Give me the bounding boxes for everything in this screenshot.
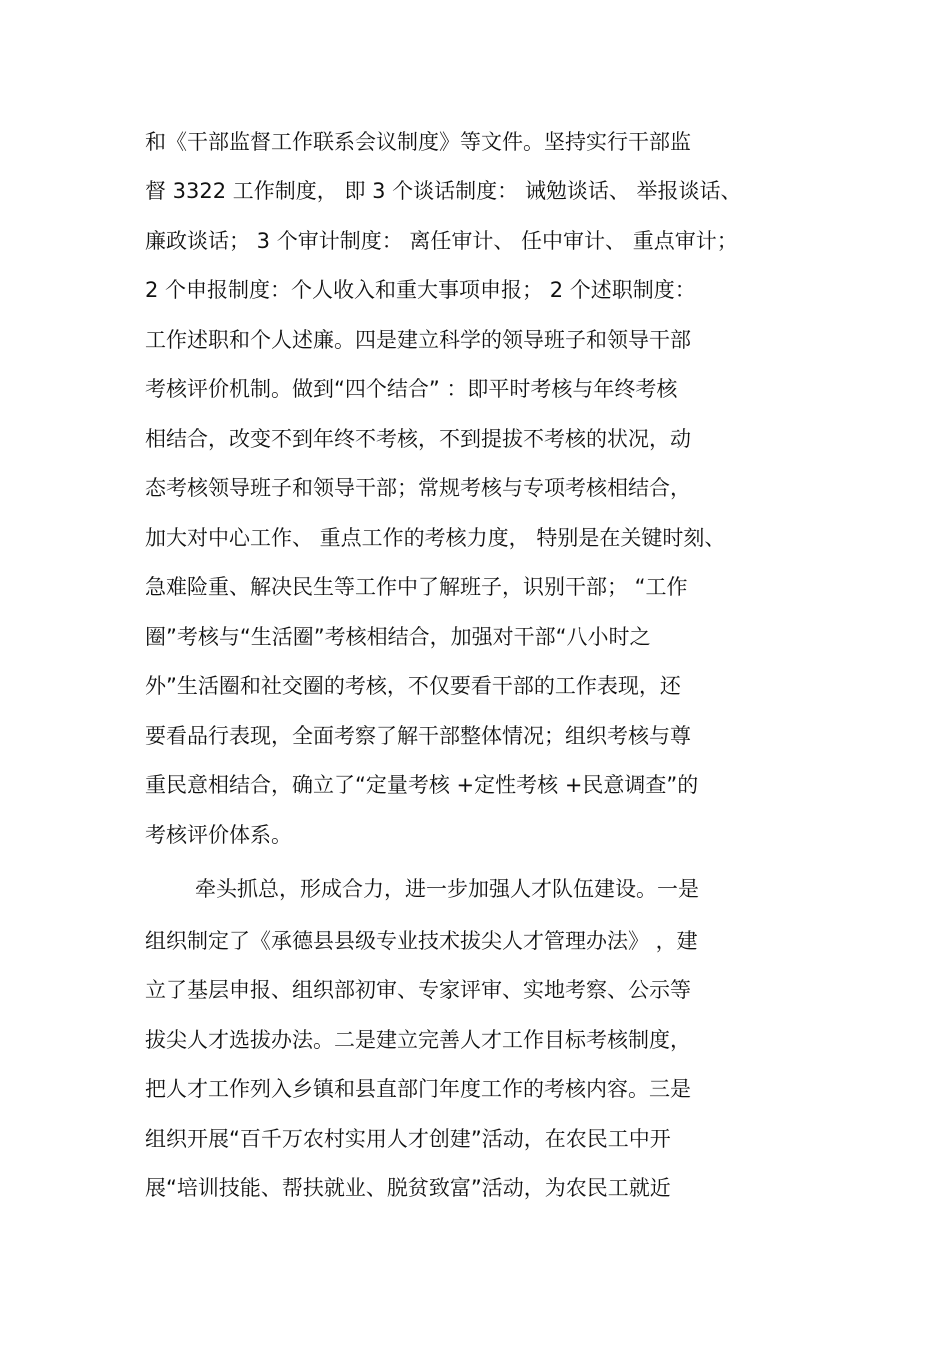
text-line: 拔尖人才选拔办法。二是建立完善人才工作目标考核制度，: [145, 1028, 691, 1052]
text-line: 工作述职和个人述廉。四是建立科学的领导班子和领导干部: [145, 328, 691, 352]
text-line: 考核评价体系。: [145, 823, 292, 847]
text-line: 立了基层申报、组织部初审、专家评审、实地考察、公示等: [145, 978, 691, 1002]
text-line: 重民意相结合，确立了“定量考核 +定性考核 +民意调查”的: [145, 773, 699, 797]
text-line: 要看品行表现，全面考察了解干部整体情况；组织考核与尊: [145, 724, 691, 748]
text-line: 加大对中心工作、 重点工作的考核力度， 特别是在关键时刻、: [145, 526, 726, 550]
text-line: 督 3322 工作制度， 即 3 个谈话制度： 诫勉谈话、 举报谈话、: [145, 179, 742, 203]
text-line: 圈”考核与“生活圈”考核相结合，加强对干部“八小时之: [145, 625, 651, 649]
text-line: 急难险重、解决民生等工作中了解班子，识别干部； “工作: [145, 575, 688, 599]
text-line: 相结合，改变不到年终不考核，不到提拔不考核的状况，动: [145, 427, 691, 451]
text-line: 外”生活圈和社交圈的考核，不仅要看干部的工作表现，还: [145, 674, 681, 698]
text-line: 展“培训技能、帮扶就业、脱贫致富”活动，为农民工就近: [145, 1176, 671, 1200]
text-line: 廉政谈话； 3 个审计制度： 离任审计、 任中审计、 重点审计；: [145, 229, 738, 253]
text-line: 2 个申报制度：个人收入和重大事项申报； 2 个述职制度：: [145, 278, 696, 302]
text-line: 态考核领导班子和领导干部；常规考核与专项考核相结合，: [145, 476, 691, 500]
text-line: 组织开展“百千万农村实用人才创建”活动，在农民工中开: [145, 1127, 671, 1151]
text-line: 组织制定了《承德县县级专业技术拔尖人才管理办法》 ，建: [145, 929, 698, 953]
text-line: 考核评价机制。做到“四个结合” ：即平时考核与年终考核: [145, 377, 678, 401]
text-line: 把人才工作列入乡镇和县直部门年度工作的考核内容。三是: [145, 1077, 691, 1101]
text-line: 和《干部监督工作联系会议制度》等文件。坚持实行干部监: [145, 130, 691, 154]
paragraph-first-line: 牵头抓总，形成合力，进一步加强人才队伍建设。一是: [195, 877, 699, 901]
